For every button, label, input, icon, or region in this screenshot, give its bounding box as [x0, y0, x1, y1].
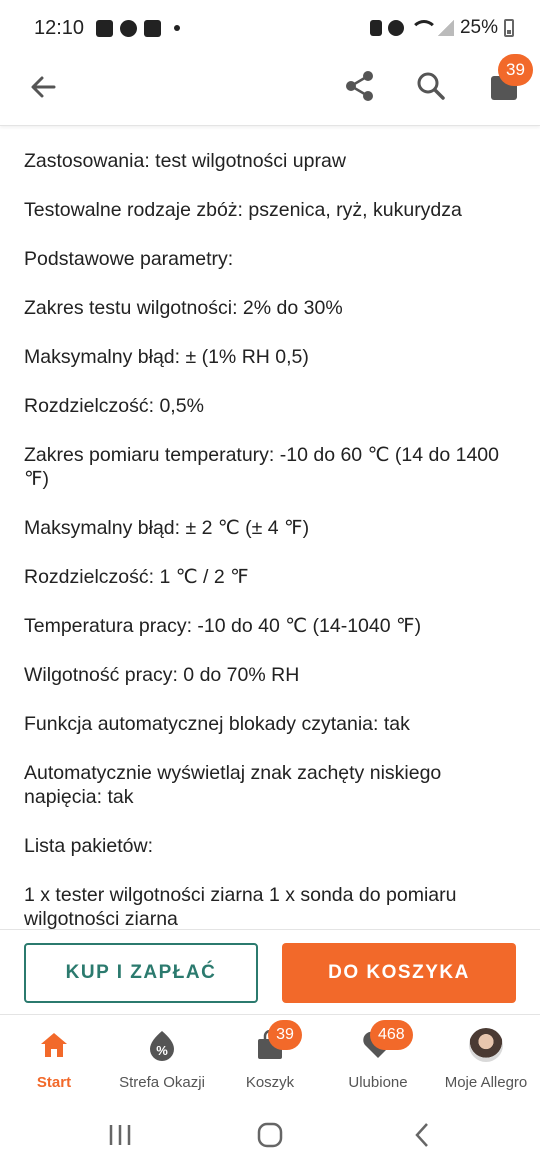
status-bar [0, 0, 540, 56]
nav-item-deals[interactable] [108, 1016, 216, 1100]
favorites-count-badge: 468 [370, 1020, 413, 1050]
nav-label-start: Start [36, 1074, 72, 1091]
bottom-navigation [0, 1016, 540, 1100]
description-line: Zakres testu wilgotności: 2% do 30% [24, 297, 343, 319]
svg-text:%: % [156, 1043, 168, 1058]
description-line: Zakres pomiaru temperatury: -10 do 60 ℃ (14 do 1400 ℉) [24, 444, 499, 490]
cart-count-badge: 39 [498, 54, 533, 86]
description-line: Testowalne rodzaje zbóż: pszenica, ryż, kukurydza [24, 199, 462, 221]
back-arrow-icon [29, 73, 57, 101]
avatar [469, 1028, 503, 1062]
shopping-bag-notification-icon [144, 20, 161, 37]
nav-item-favorites[interactable] [324, 1016, 432, 1100]
status-time: 12:10 [34, 16, 85, 39]
share-button[interactable] [342, 68, 378, 104]
product-description [0, 127, 540, 929]
facebook-icon [120, 20, 137, 37]
cart-count-badge: 39 [268, 1020, 302, 1050]
battery-percent: 25% [459, 17, 498, 38]
wifi-icon [410, 20, 432, 36]
signal-icon [438, 20, 454, 36]
description-line: Zastosowania: test wilgotności upraw [24, 150, 346, 172]
app-bar [0, 56, 540, 126]
recents-button[interactable] [100, 1120, 140, 1150]
chevron-left-icon [412, 1122, 432, 1148]
nav-item-cart[interactable] [216, 1016, 324, 1100]
nav-label-account: Moje Allegro [444, 1074, 528, 1091]
share-icon [344, 70, 376, 102]
lock-icon [370, 20, 382, 36]
nav-item-account[interactable] [432, 1016, 540, 1100]
nav-label-favorites: Ulubione [348, 1074, 408, 1091]
gallery-icon [96, 20, 113, 37]
recents-icon [107, 1123, 133, 1147]
home-button[interactable] [250, 1120, 290, 1150]
description-line: Rozdzielczość: 0,5% [24, 395, 204, 417]
system-navigation [0, 1100, 540, 1170]
description-line: 1 x tester wilgotności ziarna 1 x sonda do pomiaru wilgotności ziarna [24, 884, 457, 929]
alarm-icon [388, 20, 404, 36]
system-back-button[interactable] [402, 1120, 442, 1150]
description-line: Maksymalny błąd: ± (1% RH 0,5) [24, 346, 309, 368]
deals-icon [145, 1028, 179, 1062]
status-right [370, 17, 514, 39]
description-line: Funkcja automatycznej blokady czytania: tak [24, 713, 410, 735]
description-line: Podstawowe parametry: [24, 248, 234, 270]
back-button[interactable] [26, 70, 60, 104]
purchase-action-bar [0, 929, 540, 1015]
description-line: Rozdzielczość: 1 ℃ / 2 ℉ [24, 566, 249, 588]
description-line: Lista pakietów: [24, 835, 153, 857]
description-line: Temperatura pracy: -10 do 40 ℃ (14-1040 ℉) [24, 615, 422, 637]
description-line: Maksymalny błąd: ± 2 ℃ (± 4 ℉) [24, 517, 310, 539]
search-button[interactable] [413, 68, 449, 104]
avatar-wrapper [469, 1028, 503, 1062]
buy-and-pay-button[interactable]: KUP I ZAPŁAĆ [24, 943, 258, 1003]
nav-label-cart: Koszyk [245, 1074, 295, 1091]
home-icon [37, 1028, 71, 1062]
notification-icons [96, 20, 180, 37]
home-circle-icon [257, 1122, 283, 1148]
search-icon [416, 71, 446, 101]
description-line: Automatycznie wyświetlaj znak zachęty niskiego napięcia: tak [24, 762, 442, 808]
nav-item-start[interactable] [0, 1016, 108, 1100]
description-line: Wilgotność pracy: 0 do 70% RH [24, 664, 300, 686]
more-notifications-icon [174, 25, 180, 31]
nav-label-deals: Strefa Okazji [119, 1074, 205, 1091]
add-to-cart-button[interactable]: DO KOSZYKA [282, 943, 516, 1003]
battery-icon [504, 19, 514, 37]
